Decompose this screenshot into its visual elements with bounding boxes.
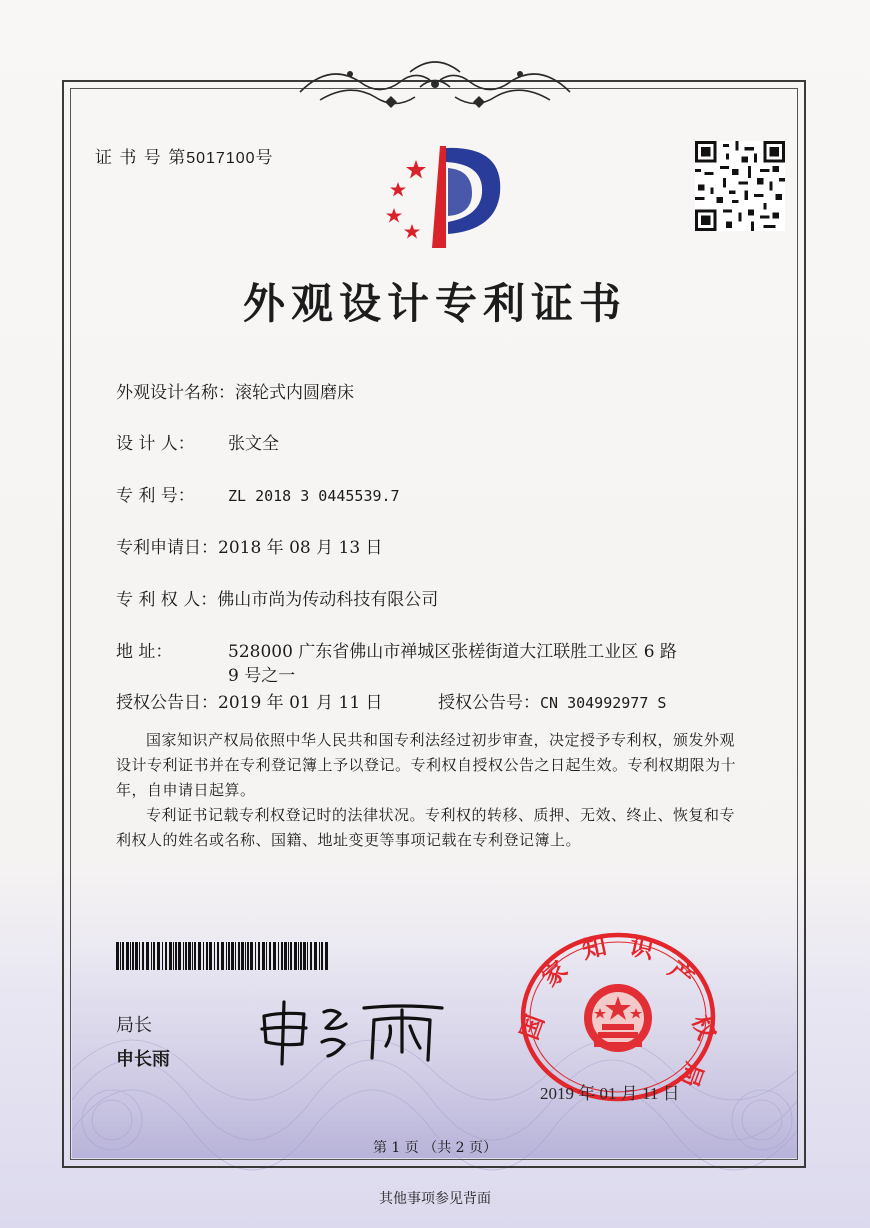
field-application-date	[116, 533, 383, 558]
barcode-bar	[284, 942, 287, 970]
barcode-bar	[162, 942, 163, 970]
grant-number-label: 授权公告号：	[438, 693, 540, 713]
barcode-bar	[238, 942, 240, 970]
barcode-bar	[157, 942, 160, 970]
seal-date: 2019 年 01 月 11 日	[540, 1084, 680, 1103]
field-design-name	[116, 378, 354, 403]
patentee-label: 专 利 权 人：	[116, 590, 218, 610]
director-name: 申长雨	[116, 1049, 170, 1070]
barcode-bar	[273, 942, 276, 970]
design-name-value: 滚轮式内圆磨床	[235, 383, 354, 403]
paragraph-legal-status	[116, 803, 764, 853]
barcode-bar	[319, 942, 320, 970]
barcode-bar	[126, 942, 129, 970]
application-date-value: 2018 年 08 月 13 日	[218, 538, 383, 558]
barcode-bar	[255, 942, 256, 970]
director-title: 局长	[116, 1015, 152, 1036]
field-patentee	[116, 585, 438, 610]
barcode-bar	[139, 942, 140, 970]
barcode-bar	[303, 942, 306, 970]
patent-number-label: 专 利 号：	[116, 486, 195, 506]
field-grant-date	[116, 688, 383, 713]
seal-char-1: 国	[514, 1010, 550, 1044]
seal-char-6: 权	[686, 1010, 722, 1044]
top-scroll-ornament	[290, 52, 580, 122]
address-label: 地 址：	[116, 642, 173, 662]
barcode-bar	[245, 942, 246, 970]
certificate-title: 外观设计专利证书	[242, 279, 627, 328]
qr-code	[695, 141, 785, 231]
designer-value: 张文全	[228, 434, 279, 454]
paragraph2-line1: 专利证书记载专利权登记时的法律状况。专利权的转移、质押、无效、终止、恢复和专	[146, 806, 736, 824]
barcode-bar	[153, 942, 155, 970]
barcode-bar	[132, 942, 134, 970]
seal-char-7: 局	[674, 1058, 710, 1092]
seal-char-5: 产	[662, 954, 700, 993]
barcode-bar	[298, 942, 299, 970]
barcode-bar	[325, 942, 328, 970]
barcode-bar	[307, 942, 308, 970]
barcode-bar	[192, 942, 193, 970]
barcode-bar	[185, 942, 187, 970]
barcode-bar	[288, 942, 289, 970]
barcode-bar	[120, 942, 121, 970]
barcode-bar	[142, 942, 144, 970]
barcode-bar	[269, 942, 271, 970]
barcode-bar	[300, 942, 302, 970]
barcode-bar	[146, 942, 149, 970]
certificate-number-suffix: 号	[255, 148, 274, 168]
barcode-bar	[151, 942, 152, 970]
field-grant-number	[438, 688, 666, 713]
barcode-bar	[231, 942, 234, 970]
barcode-bar	[178, 942, 181, 970]
barcode-bar	[258, 942, 260, 970]
barcode-bar	[217, 942, 219, 970]
barcode-bar	[226, 942, 227, 970]
seal-char-2: 家	[536, 954, 574, 993]
barcode-bar	[262, 942, 265, 970]
application-date-label: 专利申请日：	[116, 538, 218, 558]
certificate-number-value: 5017100	[186, 150, 256, 167]
barcode-bar	[278, 942, 279, 970]
barcode-bar	[165, 942, 167, 970]
barcode-bar	[175, 942, 177, 970]
barcode-bar	[250, 942, 253, 970]
address-line2: 9 号之一	[228, 666, 296, 686]
barcode-bar	[198, 942, 201, 970]
cnipa-logo	[372, 138, 512, 253]
barcode	[116, 942, 328, 970]
certificate-number	[95, 143, 274, 168]
barcode-bar	[290, 942, 292, 970]
barcode-bar	[247, 942, 249, 970]
barcode-bar	[203, 942, 204, 970]
barcode-bar	[135, 942, 138, 970]
grant-number-value: CN 304992977 S	[540, 694, 667, 712]
barcode-bar	[314, 942, 317, 970]
barcode-bar	[183, 942, 184, 970]
barcode-bar	[194, 942, 196, 970]
barcode-bar	[321, 942, 323, 970]
barcode-bar	[310, 942, 312, 970]
barcode-bar	[281, 942, 283, 970]
patent-number-value: ZL 2018 3 0445539.7	[228, 487, 400, 505]
field-address	[116, 637, 677, 662]
footer-note: 其他事项参见背面	[379, 1191, 491, 1207]
design-name-label: 外观设计名称：	[116, 383, 235, 403]
barcode-bar	[206, 942, 208, 970]
director-signature	[252, 994, 452, 1066]
barcode-bar	[221, 942, 224, 970]
barcode-bar	[130, 942, 131, 970]
seal-char-4: 识	[627, 931, 657, 965]
designer-label: 设 计 人：	[116, 434, 195, 454]
barcode-bar	[228, 942, 230, 970]
certificate-number-label: 证 书 号 第	[95, 148, 187, 168]
barcode-bar	[188, 942, 191, 970]
address-line1: 528000 广东省佛山市禅城区张槎街道大江联胜工业区 6 路	[228, 642, 677, 662]
barcode-bar	[214, 942, 215, 970]
barcode-bar	[173, 942, 174, 970]
barcode-bar	[116, 942, 119, 970]
paragraph1-line2: 设计专利证书并在专利登记簿上予以登记。专利权自授权公告之日起生效。专利权期限为十	[116, 756, 737, 774]
barcode-bar	[209, 942, 212, 970]
barcode-bar	[266, 942, 267, 970]
page-number: 第 1 页 （共 2 页）	[372, 1140, 498, 1156]
barcode-bar	[122, 942, 124, 970]
barcode-bar	[169, 942, 172, 970]
seal-char-3: 知	[579, 931, 609, 965]
field-designer	[116, 429, 279, 454]
barcode-bar	[235, 942, 236, 970]
barcode-bar	[241, 942, 244, 970]
paragraph1-line1: 国家知识产权局依照中华人民共和国专利法经过初步审查，决定授予专利权，颁发外观	[146, 731, 736, 749]
paragraph1-line3: 年，自申请日起算。	[116, 781, 256, 799]
paragraph2-line2: 利权人的姓名或名称、国籍、地址变更等事项记载在专利登记簿上。	[116, 831, 582, 849]
grant-date-value: 2019 年 01 月 11 日	[218, 693, 383, 713]
patentee-value: 佛山市尚为传动科技有限公司	[217, 590, 439, 610]
grant-date-label: 授权公告日：	[116, 693, 218, 713]
field-patent-number	[116, 481, 400, 506]
barcode-bar	[294, 942, 297, 970]
paragraph-grant-statement	[116, 728, 764, 803]
